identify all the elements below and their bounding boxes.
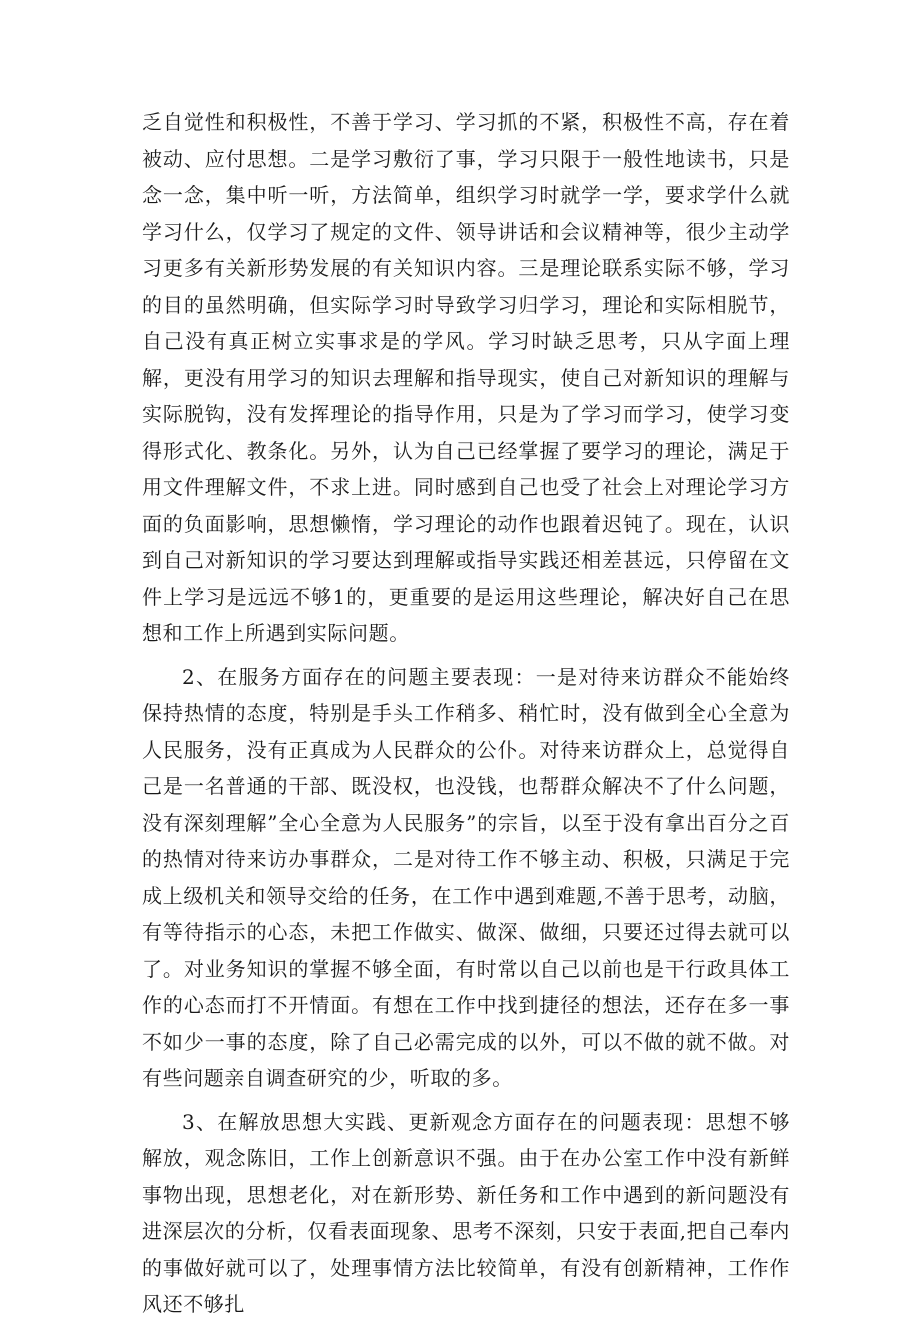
document-body: [142, 104, 790, 1323]
paragraph-mindset-issues: 3、在解放思想大实践、更新观念方面存在的问题表现：思想不够解放，观念陈旧，工作上创新意识不强。由于在办公室工作中没有新鲜事物出现，思想老化，对在新形势、新任务和工作中遇到的新问题没有进深层次的分析，仅看表面现象、思考不深刻，只安于表面,把自己奉内的事做好就可以了，处理事情方法比较简单，有没有创新精神，工作作风还不够扎: [142, 1109, 790, 1316]
paragraph-study-issues: 乏自觉性和积极性，不善于学习、学习抓的不紧，积极性不高，存在着被动、应付思想。二是学习敷衍了事，学习只限于一般性地读书，只是念一念，集中听一听，方法简单，组织学习时就学一学，要求学什么就学习什么，仅学习了规定的文件、领导讲话和会议精神等，很少主动学习更多有关新形势发展的有关知识内容。三是理论联系实际不够，学习的目的虽然明确，但实际学习时导致学习归学习，理论和实际相脱节，自己没有真正树立实事求是的学风。学习时缺乏思考，只从字面上理解，更没有用学习的知识去理解和指导现实，使自己对新知识的理解与实际脱钩，没有发挥理论的指导作用，只是为了学习而学习，使学习变得形式化、教条化。另外，认为自己已经掌握了要学习的理论，满足于用文件理解文件，不求上进。同时感到自己也受了社会上对理论学习方面的负面影响，思想懒惰，学习理论的动作也跟着迟钝了。现在，认识到自己对新知识的学习要达到理解或指导实践还相差甚远，只停留在文件上学习是远远不够1的，更重要的是运用这些理论，解决好自己在思想和工作上所遇到实际问题。: [142, 110, 790, 645]
paragraph-service-issues: 2、在服务方面存在的问题主要表现：一是对待来访群众不能始终保持热情的态度，特别是手头工作稍多、稍忙时，没有做到全心全意为人民服务，没有正真成为人民群众的公仆。对待来访群众上，总觉得自己是一名普通的干部、既没权，也没钱，也帮群众解决不了什么问题，没有深刻理解”全心全意为人民服务”的宗旨，以至于没有拿出百分之百的热情对待来访办事群众，二是对待工作不够主动、积极，只满足于完成上级机关和领导交给的任务，在工作中遇到难题,不善于思考，动脑，有等待指示的心态，未把工作做实、做深、做细，只要还过得去就可以了。对业务知识的掌握不够全面，有时常以自己以前也是干行政具体工作的心态而打不开情面。有想在工作中找到捷径的想法，还存在多一事不如少一事的态度，除了自己必需完成的以外，可以不做的就不做。对有些问题亲自调查研究的少，听取的多。: [142, 664, 790, 1090]
